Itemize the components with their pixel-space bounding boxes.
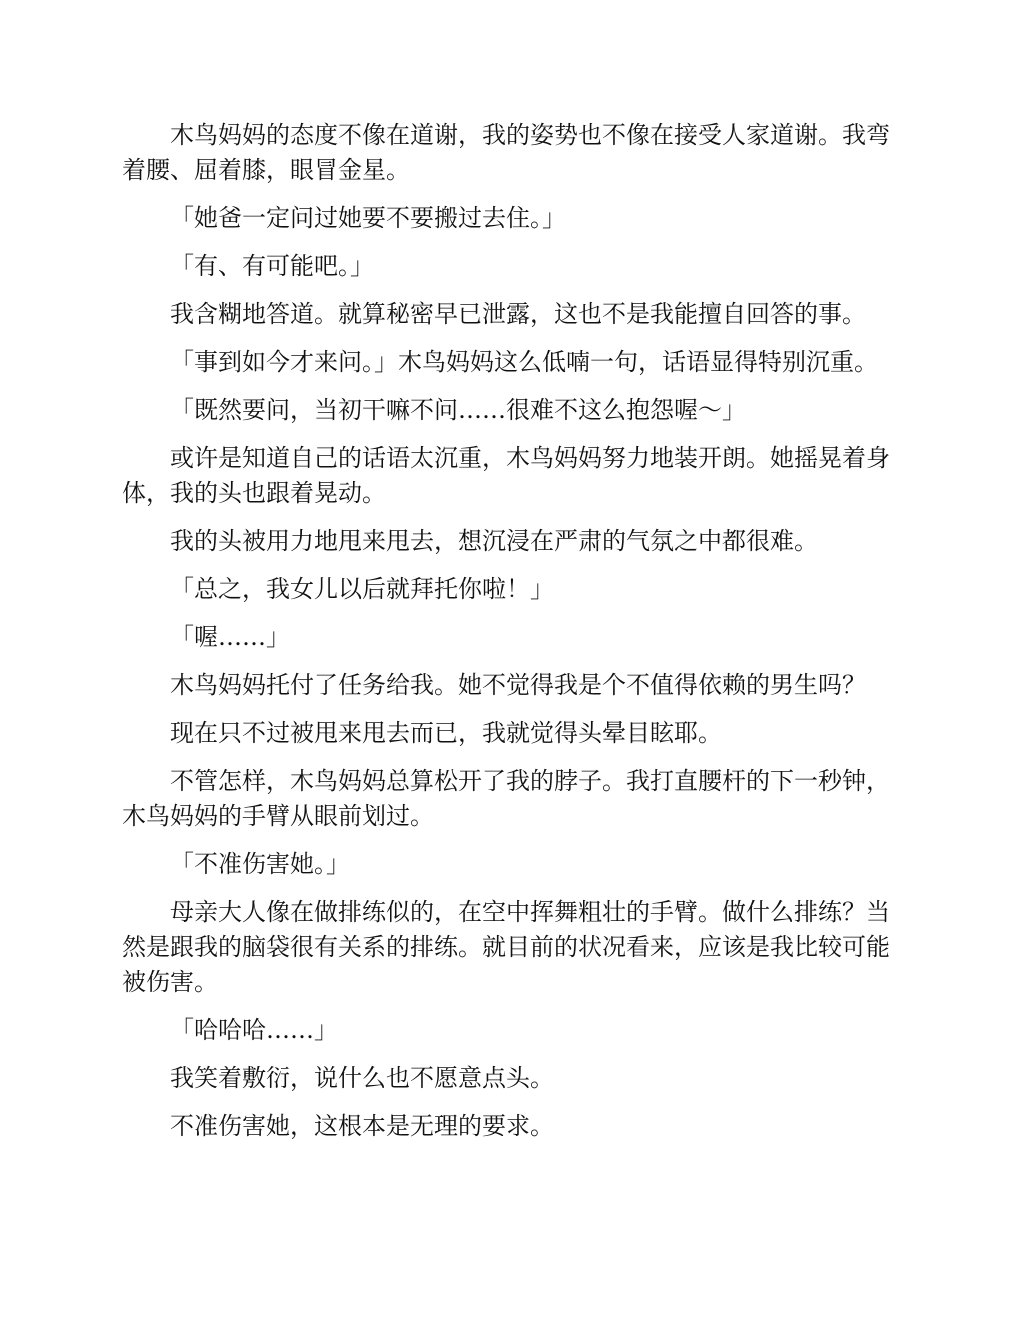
paragraph-13: 不管怎样，木鸟妈妈总算松开了我的脖子。我打直腰杆的下一秒钟，木鸟妈妈的手臂从眼前划过。 bbox=[122, 767, 890, 830]
paragraph-15: 母亲大人像在做排练似的，在空中挥舞粗壮的手臂。做什么排练？当然是跟我的脑袋很有关系的排练。就目前的状况看来，应该是我比较可能被伤害。 bbox=[122, 898, 890, 996]
paragraph-9: 「总之，我女儿以后就拜托你啦！」 bbox=[170, 575, 554, 603]
paragraph-5: 「事到如今才来问。」木鸟妈妈这么低喃一句，话语显得特别沉重。 bbox=[170, 348, 878, 376]
paragraph-3: 「有、有可能吧。」 bbox=[170, 252, 374, 280]
document-page bbox=[122, 118, 898, 1157]
paragraph-14: 「不准伤害她。」 bbox=[170, 850, 350, 878]
paragraph-10: 「喔……」 bbox=[170, 623, 290, 651]
paragraph-11: 木鸟妈妈托付了任务给我。她不觉得我是个不值得依赖的男生吗？ bbox=[170, 671, 866, 699]
paragraph-6: 「既然要问，当初干嘛不问……很难不这么抱怨喔～」 bbox=[170, 396, 746, 424]
paragraph-4: 我含糊地答道。就算秘密早已泄露，这也不是我能擅自回答的事。 bbox=[170, 300, 866, 328]
paragraph-8: 我的头被用力地甩来甩去，想沉浸在严肃的气氛之中都很难。 bbox=[170, 527, 818, 555]
paragraph-2: 「她爸一定问过她要不要搬过去住。」 bbox=[170, 204, 566, 232]
paragraph-16: 「哈哈哈……」 bbox=[170, 1016, 338, 1044]
paragraph-12: 现在只不过被甩来甩去而已，我就觉得头晕目眩耶。 bbox=[170, 719, 722, 747]
paragraph-18: 不准伤害她，这根本是无理的要求。 bbox=[170, 1112, 554, 1140]
paragraph-1: 木鸟妈妈的态度不像在道谢，我的姿势也不像在接受人家道谢。我弯着腰、屈着膝，眼冒金星。 bbox=[122, 121, 890, 184]
paragraph-17: 我笑着敷衍，说什么也不愿意点头。 bbox=[170, 1064, 554, 1092]
paragraph-7: 或许是知道自己的话语太沉重，木鸟妈妈努力地装开朗。她摇晃着身体，我的头也跟着晃动。 bbox=[122, 444, 890, 507]
